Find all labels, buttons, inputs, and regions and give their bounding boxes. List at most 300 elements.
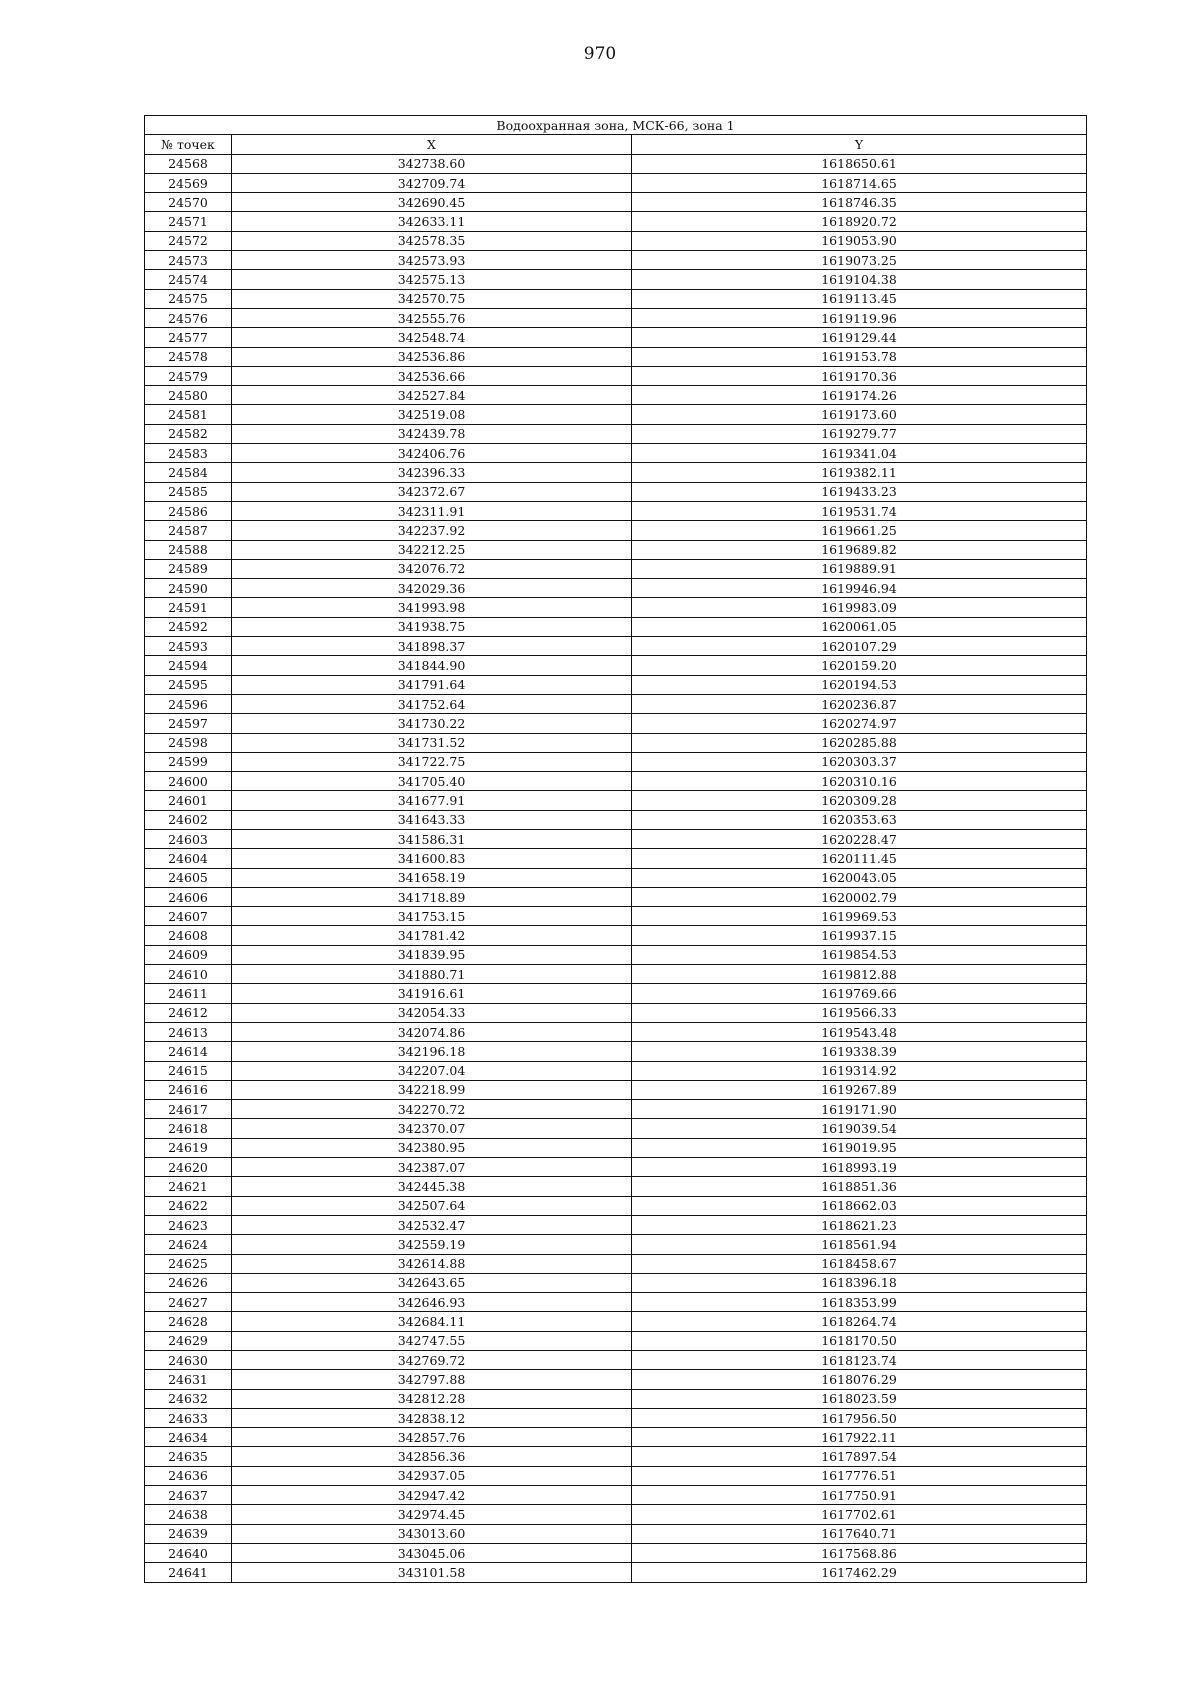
cell-point-number: 24593: [145, 637, 232, 656]
cell-x: 342769.72: [232, 1351, 632, 1370]
cell-point-number: 24578: [145, 347, 232, 366]
table-row: [145, 501, 1087, 520]
coordinates-table: [144, 115, 1087, 1583]
cell-point-number: 24569: [145, 173, 232, 192]
cell-point-number: 24636: [145, 1466, 232, 1485]
cell-point-number: 24609: [145, 945, 232, 964]
cell-point-number: 24618: [145, 1119, 232, 1138]
table-row: [145, 714, 1087, 733]
header-y: Y: [632, 135, 1087, 154]
cell-y: 1618170.50: [632, 1331, 1087, 1350]
table-row: [145, 1370, 1087, 1389]
cell-y: 1619889.91: [632, 559, 1087, 578]
cell-x: 341880.71: [232, 965, 632, 984]
cell-y: 1619174.26: [632, 386, 1087, 405]
table-row: [145, 347, 1087, 366]
cell-point-number: 24633: [145, 1408, 232, 1427]
cell-y: 1618650.61: [632, 154, 1087, 173]
table-row: [145, 1158, 1087, 1177]
cell-point-number: 24586: [145, 501, 232, 520]
cell-x: 342555.76: [232, 308, 632, 327]
cell-y: 1619983.09: [632, 598, 1087, 617]
cell-point-number: 24595: [145, 675, 232, 694]
table-row: [145, 521, 1087, 540]
cell-y: 1619104.38: [632, 270, 1087, 289]
cell-y: 1618714.65: [632, 173, 1087, 192]
cell-x: 341839.95: [232, 945, 632, 964]
header-x: X: [232, 135, 632, 154]
cell-x: 342218.99: [232, 1080, 632, 1099]
table-row: [145, 212, 1087, 231]
cell-y: 1617956.50: [632, 1408, 1087, 1427]
table-row: [145, 1524, 1087, 1543]
cell-y: 1619531.74: [632, 501, 1087, 520]
cell-x: 342937.05: [232, 1466, 632, 1485]
table-row: [145, 154, 1087, 173]
cell-x: 341705.40: [232, 772, 632, 791]
table-row: [145, 849, 1087, 868]
table-row: [145, 1138, 1087, 1157]
table-row: [145, 637, 1087, 656]
cell-point-number: 24612: [145, 1003, 232, 1022]
cell-y: 1618123.74: [632, 1351, 1087, 1370]
cell-y: 1618851.36: [632, 1177, 1087, 1196]
cell-x: 341730.22: [232, 714, 632, 733]
cell-y: 1620310.16: [632, 772, 1087, 791]
cell-y: 1620274.97: [632, 714, 1087, 733]
cell-point-number: 24568: [145, 154, 232, 173]
cell-y: 1617922.11: [632, 1428, 1087, 1447]
cell-y: 1619053.90: [632, 231, 1087, 250]
table-row: [145, 1466, 1087, 1485]
table-row: [145, 231, 1087, 250]
table-row: [145, 1389, 1087, 1408]
cell-y: 1619812.88: [632, 965, 1087, 984]
cell-y: 1619769.66: [632, 984, 1087, 1003]
table-row: [145, 289, 1087, 308]
table-row: [145, 424, 1087, 443]
cell-x: 342573.93: [232, 251, 632, 270]
table-header-row: [145, 135, 1087, 154]
cell-point-number: 24579: [145, 366, 232, 385]
cell-x: 341753.15: [232, 907, 632, 926]
cell-y: 1619543.48: [632, 1022, 1087, 1041]
cell-x: 342387.07: [232, 1158, 632, 1177]
cell-point-number: 24623: [145, 1215, 232, 1234]
cell-y: 1618353.99: [632, 1293, 1087, 1312]
cell-point-number: 24587: [145, 521, 232, 540]
cell-x: 342709.74: [232, 173, 632, 192]
table-row: [145, 251, 1087, 270]
cell-x: 342559.19: [232, 1235, 632, 1254]
cell-point-number: 24622: [145, 1196, 232, 1215]
table-body: [145, 154, 1087, 1582]
cell-y: 1617750.91: [632, 1486, 1087, 1505]
cell-x: 342812.28: [232, 1389, 632, 1408]
cell-point-number: 24607: [145, 907, 232, 926]
cell-point-number: 24584: [145, 463, 232, 482]
cell-x: 342527.84: [232, 386, 632, 405]
table-row: [145, 656, 1087, 675]
cell-point-number: 24596: [145, 694, 232, 713]
cell-x: 342738.60: [232, 154, 632, 173]
cell-y: 1619661.25: [632, 521, 1087, 540]
cell-point-number: 24570: [145, 193, 232, 212]
cell-y: 1619338.39: [632, 1042, 1087, 1061]
cell-x: 341791.64: [232, 675, 632, 694]
cell-y: 1619854.53: [632, 945, 1087, 964]
cell-y: 1620043.05: [632, 868, 1087, 887]
cell-point-number: 24615: [145, 1061, 232, 1080]
cell-y: 1617568.86: [632, 1543, 1087, 1562]
cell-y: 1619341.04: [632, 444, 1087, 463]
cell-y: 1620194.53: [632, 675, 1087, 694]
cell-x: 342207.04: [232, 1061, 632, 1080]
cell-y: 1619969.53: [632, 907, 1087, 926]
table-row: [145, 752, 1087, 771]
cell-point-number: 24616: [145, 1080, 232, 1099]
cell-x: 342536.86: [232, 347, 632, 366]
cell-x: 342519.08: [232, 405, 632, 424]
table-row: [145, 791, 1087, 810]
table-row: [145, 405, 1087, 424]
cell-x: 342311.91: [232, 501, 632, 520]
cell-x: 342974.45: [232, 1505, 632, 1524]
cell-x: 343045.06: [232, 1543, 632, 1562]
cell-point-number: 24640: [145, 1543, 232, 1562]
cell-point-number: 24603: [145, 829, 232, 848]
table-row: [145, 482, 1087, 501]
cell-x: 342684.11: [232, 1312, 632, 1331]
cell-x: 342570.75: [232, 289, 632, 308]
table-row: [145, 1563, 1087, 1582]
cell-y: 1620303.37: [632, 752, 1087, 771]
table-row: [145, 1003, 1087, 1022]
table-row: [145, 1196, 1087, 1215]
cell-y: 1620236.87: [632, 694, 1087, 713]
cell-x: 341600.83: [232, 849, 632, 868]
table-row: [145, 1543, 1087, 1562]
table-row: [145, 733, 1087, 752]
cell-x: 341844.90: [232, 656, 632, 675]
cell-y: 1618746.35: [632, 193, 1087, 212]
cell-point-number: 24571: [145, 212, 232, 231]
cell-point-number: 24582: [145, 424, 232, 443]
cell-x: 341658.19: [232, 868, 632, 887]
cell-point-number: 24631: [145, 1370, 232, 1389]
table-row: [145, 887, 1087, 906]
cell-y: 1617776.51: [632, 1466, 1087, 1485]
table-row: [145, 617, 1087, 636]
table-row: [145, 926, 1087, 945]
cell-x: 343101.58: [232, 1563, 632, 1582]
cell-y: 1619119.96: [632, 308, 1087, 327]
cell-point-number: 24614: [145, 1042, 232, 1061]
cell-y: 1619937.15: [632, 926, 1087, 945]
cell-y: 1618076.29: [632, 1370, 1087, 1389]
cell-y: 1617640.71: [632, 1524, 1087, 1543]
table-title: Водоохранная зона, МСК-66, зона 1: [145, 116, 1087, 135]
cell-x: 342643.65: [232, 1273, 632, 1292]
cell-point-number: 24590: [145, 579, 232, 598]
cell-y: 1618561.94: [632, 1235, 1087, 1254]
table-row: [145, 1273, 1087, 1292]
table-row: [145, 328, 1087, 347]
cell-y: 1618621.23: [632, 1215, 1087, 1234]
cell-y: 1618458.67: [632, 1254, 1087, 1273]
table-row: [145, 270, 1087, 289]
cell-y: 1620111.45: [632, 849, 1087, 868]
cell-x: 342074.86: [232, 1022, 632, 1041]
cell-y: 1618023.59: [632, 1389, 1087, 1408]
table-row: [145, 965, 1087, 984]
cell-x: 342076.72: [232, 559, 632, 578]
cell-point-number: 24572: [145, 231, 232, 250]
cell-point-number: 24588: [145, 540, 232, 559]
cell-y: 1619566.33: [632, 1003, 1087, 1022]
cell-y: 1617702.61: [632, 1505, 1087, 1524]
cell-x: 342747.55: [232, 1331, 632, 1350]
cell-x: 342797.88: [232, 1370, 632, 1389]
cell-point-number: 24591: [145, 598, 232, 617]
cell-y: 1619267.89: [632, 1080, 1087, 1099]
table-row: [145, 1331, 1087, 1350]
table-row: [145, 540, 1087, 559]
cell-x: 341781.42: [232, 926, 632, 945]
cell-y: 1619689.82: [632, 540, 1087, 559]
cell-x: 342212.25: [232, 540, 632, 559]
cell-y: 1619113.45: [632, 289, 1087, 308]
cell-y: 1620228.47: [632, 829, 1087, 848]
cell-point-number: 24610: [145, 965, 232, 984]
cell-point-number: 24634: [145, 1428, 232, 1447]
cell-point-number: 24575: [145, 289, 232, 308]
cell-x: 341993.98: [232, 598, 632, 617]
table-row: [145, 559, 1087, 578]
cell-point-number: 24574: [145, 270, 232, 289]
cell-point-number: 24625: [145, 1254, 232, 1273]
cell-y: 1619279.77: [632, 424, 1087, 443]
cell-point-number: 24606: [145, 887, 232, 906]
cell-x: 342646.93: [232, 1293, 632, 1312]
cell-y: 1618264.74: [632, 1312, 1087, 1331]
cell-y: 1619019.95: [632, 1138, 1087, 1157]
table-row: [145, 1486, 1087, 1505]
cell-x: 342614.88: [232, 1254, 632, 1273]
cell-x: 342633.11: [232, 212, 632, 231]
cell-point-number: 24627: [145, 1293, 232, 1312]
table-row: [145, 386, 1087, 405]
cell-y: 1618993.19: [632, 1158, 1087, 1177]
cell-y: 1620061.05: [632, 617, 1087, 636]
table-row: [145, 907, 1087, 926]
cell-point-number: 24580: [145, 386, 232, 405]
cell-y: 1620309.28: [632, 791, 1087, 810]
table-row: [145, 694, 1087, 713]
table-row: [145, 945, 1087, 964]
cell-x: 342507.64: [232, 1196, 632, 1215]
cell-x: 341643.33: [232, 810, 632, 829]
table-row: [145, 1177, 1087, 1196]
cell-y: 1619173.60: [632, 405, 1087, 424]
cell-y: 1617897.54: [632, 1447, 1087, 1466]
cell-point-number: 24576: [145, 308, 232, 327]
cell-point-number: 24581: [145, 405, 232, 424]
table-row: [145, 984, 1087, 1003]
cell-y: 1618920.72: [632, 212, 1087, 231]
cell-x: 341916.61: [232, 984, 632, 1003]
cell-point-number: 24577: [145, 328, 232, 347]
cell-x: 342406.76: [232, 444, 632, 463]
table-row: [145, 1215, 1087, 1234]
table-row: [145, 598, 1087, 617]
table-row: [145, 1042, 1087, 1061]
cell-point-number: 24602: [145, 810, 232, 829]
cell-x: 342532.47: [232, 1215, 632, 1234]
cell-x: 341898.37: [232, 637, 632, 656]
cell-point-number: 24617: [145, 1100, 232, 1119]
cell-x: 342380.95: [232, 1138, 632, 1157]
cell-point-number: 24597: [145, 714, 232, 733]
cell-y: 1620002.79: [632, 887, 1087, 906]
cell-point-number: 24635: [145, 1447, 232, 1466]
cell-point-number: 24611: [145, 984, 232, 1003]
cell-point-number: 24620: [145, 1158, 232, 1177]
table-row: [145, 308, 1087, 327]
table-row: [145, 1428, 1087, 1447]
cell-x: 342029.36: [232, 579, 632, 598]
page-number: 970: [583, 44, 617, 64]
cell-x: 341718.89: [232, 887, 632, 906]
cell-x: 342536.66: [232, 366, 632, 385]
cell-point-number: 24639: [145, 1524, 232, 1543]
cell-y: 1617462.29: [632, 1563, 1087, 1582]
cell-x: 342856.36: [232, 1447, 632, 1466]
table-row: [145, 1447, 1087, 1466]
cell-x: 341731.52: [232, 733, 632, 752]
table-row: [145, 1408, 1087, 1427]
table-row: [145, 1312, 1087, 1331]
table-row: [145, 579, 1087, 598]
cell-x: 342445.38: [232, 1177, 632, 1196]
table-row: [145, 193, 1087, 212]
cell-y: 1619170.36: [632, 366, 1087, 385]
table-row: [145, 1061, 1087, 1080]
table-row: [145, 463, 1087, 482]
table-row: [145, 829, 1087, 848]
cell-point-number: 24605: [145, 868, 232, 887]
table-row: [145, 1235, 1087, 1254]
cell-x: 343013.60: [232, 1524, 632, 1543]
table-row: [145, 1505, 1087, 1524]
cell-x: 342857.76: [232, 1428, 632, 1447]
cell-x: 342196.18: [232, 1042, 632, 1061]
cell-y: 1619314.92: [632, 1061, 1087, 1080]
table-row: [145, 1351, 1087, 1370]
cell-y: 1618396.18: [632, 1273, 1087, 1292]
cell-x: 341586.31: [232, 829, 632, 848]
cell-point-number: 24604: [145, 849, 232, 868]
cell-x: 342838.12: [232, 1408, 632, 1427]
cell-point-number: 24630: [145, 1351, 232, 1370]
table-row: [145, 1293, 1087, 1312]
cell-point-number: 24583: [145, 444, 232, 463]
cell-x: 341677.91: [232, 791, 632, 810]
cell-x: 342575.13: [232, 270, 632, 289]
table-title-row: [145, 116, 1087, 135]
cell-x: 342690.45: [232, 193, 632, 212]
cell-point-number: 24601: [145, 791, 232, 810]
cell-y: 1620285.88: [632, 733, 1087, 752]
cell-x: 342439.78: [232, 424, 632, 443]
table-row: [145, 1119, 1087, 1138]
cell-x: 342370.07: [232, 1119, 632, 1138]
cell-y: 1618662.03: [632, 1196, 1087, 1215]
table-row: [145, 366, 1087, 385]
cell-x: 342947.42: [232, 1486, 632, 1505]
table-row: [145, 1254, 1087, 1273]
cell-y: 1619433.23: [632, 482, 1087, 501]
cell-x: 341938.75: [232, 617, 632, 636]
cell-x: 342270.72: [232, 1100, 632, 1119]
cell-y: 1619946.94: [632, 579, 1087, 598]
table-row: [145, 1080, 1087, 1099]
cell-x: 341722.75: [232, 752, 632, 771]
table-row: [145, 444, 1087, 463]
cell-y: 1619171.90: [632, 1100, 1087, 1119]
cell-point-number: 24573: [145, 251, 232, 270]
cell-point-number: 24608: [145, 926, 232, 945]
cell-point-number: 24626: [145, 1273, 232, 1292]
cell-y: 1620159.20: [632, 656, 1087, 675]
cell-point-number: 24600: [145, 772, 232, 791]
table-row: [145, 675, 1087, 694]
cell-point-number: 24628: [145, 1312, 232, 1331]
cell-point-number: 24641: [145, 1563, 232, 1582]
table-row: [145, 1022, 1087, 1041]
cell-y: 1619129.44: [632, 328, 1087, 347]
cell-x: 342237.92: [232, 521, 632, 540]
cell-point-number: 24621: [145, 1177, 232, 1196]
cell-point-number: 24585: [145, 482, 232, 501]
cell-point-number: 24637: [145, 1486, 232, 1505]
cell-point-number: 24619: [145, 1138, 232, 1157]
cell-point-number: 24589: [145, 559, 232, 578]
cell-x: 342578.35: [232, 231, 632, 250]
table-row: [145, 1100, 1087, 1119]
table-row: [145, 868, 1087, 887]
cell-y: 1619153.78: [632, 347, 1087, 366]
table-row: [145, 810, 1087, 829]
header-point-number: № точек: [145, 135, 232, 154]
cell-y: 1620107.29: [632, 637, 1087, 656]
cell-x: 342396.33: [232, 463, 632, 482]
cell-point-number: 24592: [145, 617, 232, 636]
cell-point-number: 24598: [145, 733, 232, 752]
cell-x: 341752.64: [232, 694, 632, 713]
cell-y: 1619382.11: [632, 463, 1087, 482]
cell-point-number: 24638: [145, 1505, 232, 1524]
table-row: [145, 173, 1087, 192]
cell-x: 342548.74: [232, 328, 632, 347]
cell-point-number: 24613: [145, 1022, 232, 1041]
table-row: [145, 772, 1087, 791]
cell-x: 342054.33: [232, 1003, 632, 1022]
cell-point-number: 24594: [145, 656, 232, 675]
cell-point-number: 24599: [145, 752, 232, 771]
cell-x: 342372.67: [232, 482, 632, 501]
cell-y: 1619073.25: [632, 251, 1087, 270]
